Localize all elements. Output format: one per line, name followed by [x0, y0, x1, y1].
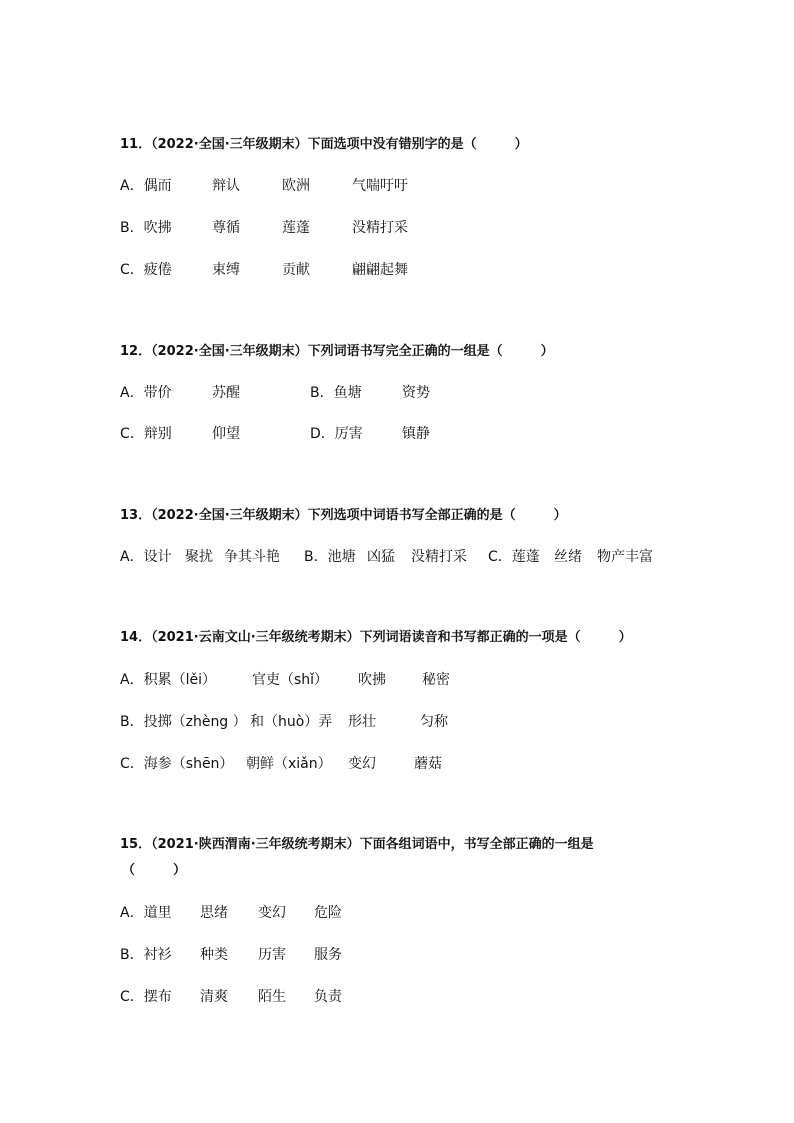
option-word: 争其斗艳 [224, 549, 280, 565]
option-word: B．投掷（zhèng ） [120, 714, 247, 730]
question-12-stem [120, 342, 680, 362]
question-number: 13． [120, 508, 152, 523]
option-word: C．莲蓬 [488, 549, 540, 565]
question-text: 下面各组词语中，书写全部正确的一组是 [359, 837, 594, 852]
option-word: 思绪 [200, 905, 228, 921]
option-word: 历害 [258, 947, 286, 963]
option-word: 资势 [402, 385, 430, 401]
option-word: 莲蓬 [282, 220, 310, 236]
question-number: 11． [120, 137, 152, 152]
option-word: 变幻 [348, 756, 376, 772]
option-word: B．鱼塘 [310, 385, 362, 401]
option-word: 朝鲜（xiǎn） [246, 756, 332, 772]
question-source: （2021·云南文山·三年级统考期末） [151, 630, 360, 645]
option-word: 危险 [314, 905, 342, 921]
option-word: 丝绪 [554, 549, 582, 565]
option-word: 清爽 [200, 989, 228, 1005]
question-15-continuation [120, 861, 680, 881]
close-paren: ） [618, 630, 632, 645]
question-13-stem [120, 506, 680, 526]
close-paren: ） [553, 508, 567, 523]
question-11-stem [120, 135, 680, 155]
question-number: 12． [120, 344, 152, 359]
option-word: B．池塘 [304, 549, 356, 565]
option-word: 辩认 [212, 178, 240, 194]
option-word: C．疲倦 [120, 262, 172, 278]
question-text: 下列词语书写完全正确的一组是（ [307, 344, 503, 359]
option-word: 陌生 [258, 989, 286, 1005]
option-word: 服务 [314, 947, 342, 963]
option-word: 气喘吁吁 [352, 178, 408, 194]
question-source: （2022·全国·三年级期末） [151, 508, 308, 523]
question-text: 下列词语读音和书写都正确的一项是（ [359, 630, 581, 645]
option-word: 秘密 [422, 672, 450, 688]
option-word: A．偶而 [120, 178, 172, 194]
option-word: 尊循 [212, 220, 240, 236]
option-word: B．衬衫 [120, 947, 172, 963]
option-word: 没精打采 [352, 220, 408, 236]
option-word: 种类 [200, 947, 228, 963]
option-word: 官吏（shǐ） [252, 672, 329, 688]
option-word: 匀称 [420, 714, 448, 730]
close-paren: ） [173, 863, 187, 878]
question-number: 15． [120, 837, 152, 852]
option-word: 翩翩起舞 [352, 262, 408, 278]
option-word: C．海参（shēn） [120, 756, 234, 772]
question-15-stem [120, 835, 680, 881]
option-word: 和（huò）弄 [250, 714, 333, 730]
option-word: 变幻 [258, 905, 286, 921]
option-word: 欧洲 [282, 178, 310, 194]
option-word: 吹拂 [358, 672, 386, 688]
option-word: 聚扰 [185, 549, 213, 565]
close-paren: ） [540, 344, 554, 359]
option-word: 束缚 [212, 262, 240, 278]
option-word: B．吹拂 [120, 220, 172, 236]
option-word: 贡献 [282, 262, 310, 278]
option-word: A．积累（lěi） [120, 672, 216, 688]
option-word: A．道里 [120, 905, 172, 921]
question-number: 14． [120, 630, 152, 645]
question-source: （2022·全国·三年级期末） [151, 137, 308, 152]
option-word: 形壮 [348, 714, 376, 730]
option-word: 蘑菇 [414, 756, 442, 772]
close-paren: ） [514, 137, 528, 152]
option-word: D．厉害 [310, 426, 363, 442]
option-word: A．带价 [120, 385, 172, 401]
option-word: A．设计 [120, 549, 172, 565]
option-word: C．摆布 [120, 989, 172, 1005]
option-word: C．辩别 [120, 426, 172, 442]
question-source: （2021·陕西渭南·三年级统考期末） [151, 837, 360, 852]
option-word: 物产丰富 [597, 549, 653, 565]
question-text: 下列选项中词语书写全部正确的是（ [307, 508, 516, 523]
option-word: 没精打采 [411, 549, 467, 565]
option-word: 凶猛 [367, 549, 395, 565]
option-word: 苏醒 [212, 385, 240, 401]
question-14-stem [120, 628, 680, 648]
option-word: 仰望 [212, 426, 240, 442]
question-text: 下面选项中没有错别字的是（ [307, 137, 477, 152]
option-word: 负责 [314, 989, 342, 1005]
option-word: 镇静 [402, 426, 430, 442]
open-paren: （ [122, 863, 136, 878]
question-source: （2022·全国·三年级期末） [151, 344, 308, 359]
